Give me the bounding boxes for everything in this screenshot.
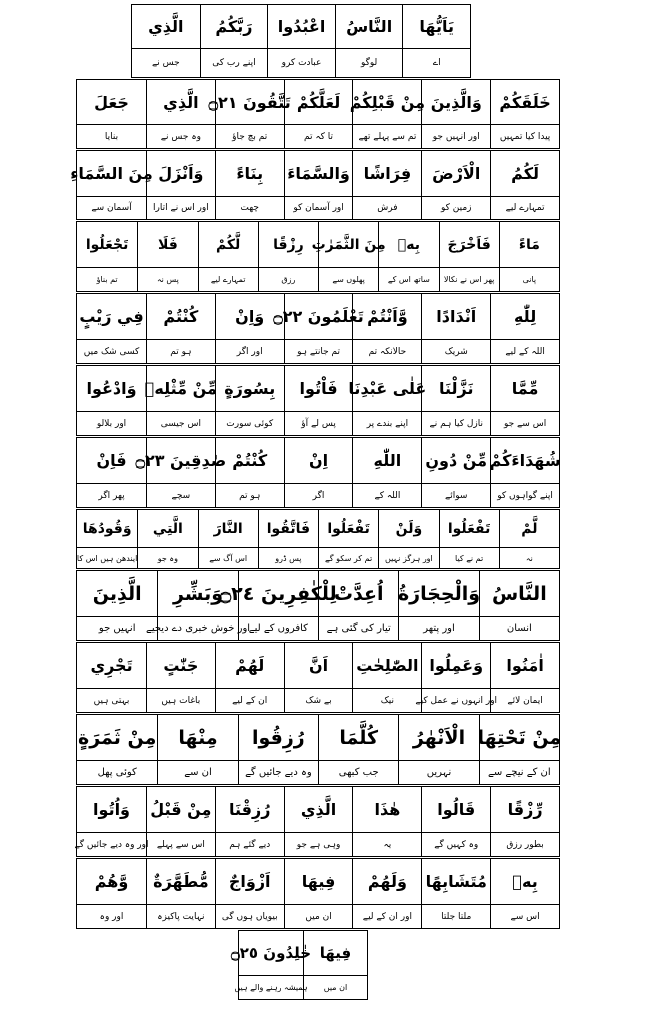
arabic-word: مِنْ تَحْتِهَا xyxy=(479,715,559,760)
urdu-meaning: کسی شک میں xyxy=(83,346,140,357)
verse-row-block xyxy=(76,221,560,292)
arabic-word: جَنّٰتٍ xyxy=(146,643,215,688)
arabic-word: وَعَمِلُوا xyxy=(421,643,490,688)
arabic-words-row xyxy=(132,5,470,49)
urdu-meaning: ساتھ اس کے xyxy=(378,268,438,291)
urdu-translation-row xyxy=(234,976,367,999)
urdu-meaning: پھر اس نے نکالا xyxy=(439,268,499,291)
arabic-word: بِنَاءً xyxy=(215,151,284,196)
arabic-word: خٰلِدُونَ ۝٢٥ xyxy=(230,944,312,962)
urdu-meaning: رزق xyxy=(258,268,318,291)
arabic-word: لَكُمُ xyxy=(490,151,559,196)
urdu-meaning: اور آسمان کو xyxy=(284,197,353,219)
arabic-word: رُزِقُوا xyxy=(238,715,318,760)
arabic-words-row xyxy=(77,787,559,833)
urdu-translation-row xyxy=(77,617,559,640)
arabic-word: وَقُودُهَا xyxy=(82,520,132,537)
arabic-word: فِي رَيْبٍ xyxy=(79,307,144,326)
urdu-meaning: ان کے نیچے سے xyxy=(479,761,559,784)
urdu-meaning: تیار کی گئی ہے xyxy=(318,617,398,640)
urdu-meaning: اور پتھر xyxy=(398,617,478,640)
urdu-meaning: چھت xyxy=(215,197,284,219)
urdu-translation-row xyxy=(77,268,559,291)
arabic-word: لِلْكٰفِرِينَ ۝٢٤ xyxy=(238,571,318,616)
arabic-word: صٰدِقِينَ ۝٢٣ xyxy=(146,438,215,483)
arabic-word: شُهَدَاءَكُمْ xyxy=(490,438,559,483)
arabic-words-row xyxy=(70,151,559,197)
arabic-word: لِلّٰهِ xyxy=(490,294,559,339)
arabic-word: لَّمْ xyxy=(499,510,559,547)
arabic-words-row xyxy=(77,366,559,412)
verse-row-block xyxy=(76,786,560,857)
arabic-word: بِهٖ xyxy=(490,859,559,904)
arabic-word: وَبَشِّرِ xyxy=(157,571,237,616)
arabic-word: وَاُتُوا xyxy=(93,800,130,819)
verse-row-block xyxy=(76,365,560,436)
arabic-word: لَعَلَّكُمْ xyxy=(284,80,353,124)
arabic-word: الَّذِي xyxy=(284,787,353,832)
urdu-meaning: دیے گئے ہم xyxy=(215,833,284,856)
arabic-word: مُتَشَابِهًا xyxy=(421,859,490,904)
urdu-meaning: نہریں xyxy=(398,761,478,784)
urdu-meaning: عبادت کرو xyxy=(267,49,335,77)
urdu-meaning: شریک xyxy=(421,340,490,363)
urdu-meaning: پس لے آؤ xyxy=(284,412,353,435)
arabic-words-row xyxy=(77,571,559,617)
urdu-meaning: کافروں کے لیے xyxy=(238,617,318,640)
urdu-meaning: لوگو xyxy=(335,49,403,77)
urdu-meaning: تم بچ جاؤ xyxy=(215,125,284,148)
verse-row-block xyxy=(76,714,560,785)
arabic-word: فِيهَا xyxy=(303,931,367,975)
urdu-meaning: بنایا xyxy=(104,131,119,142)
urdu-meaning: بہتی ہیں xyxy=(93,695,130,706)
urdu-meaning: تم بناؤ xyxy=(96,275,118,284)
arabic-word: اَنْدَادًا xyxy=(421,294,490,339)
arabic-word: تَعْلَمُونَ ۝٢٢ xyxy=(284,294,353,339)
verse-row-block xyxy=(76,437,560,508)
urdu-meaning: وہ دیے جائیں گے xyxy=(238,761,318,784)
arabic-word: الْاَرْضَ xyxy=(421,151,490,196)
urdu-translation-row xyxy=(77,761,559,784)
urdu-meaning: ہمیشہ رہنے والے ہیں xyxy=(234,983,308,992)
urdu-meaning: ان سے xyxy=(157,761,237,784)
arabic-word: الَّتِي xyxy=(137,510,197,547)
urdu-meaning: اور انہوں نے عمل کیے xyxy=(421,689,490,712)
urdu-meaning: ہو تم xyxy=(215,484,284,507)
urdu-meaning: نہایت پاکیزہ xyxy=(146,905,215,928)
arabic-word: وَاَنْزَلَ xyxy=(146,151,215,196)
arabic-word: تَتَّقُونَ ۝٢١ xyxy=(215,80,284,124)
arabic-words-row xyxy=(77,859,559,905)
urdu-meaning: حالانکہ تم xyxy=(352,340,421,363)
urdu-translation-row xyxy=(77,484,559,507)
arabic-word: مِّنْ دُونِ xyxy=(421,438,490,483)
urdu-meaning: اپنے گواہوں کو xyxy=(490,484,559,507)
urdu-translation-row xyxy=(74,833,559,856)
urdu-meaning: وہی ہے جو xyxy=(284,833,353,856)
urdu-meaning: اور وہ xyxy=(99,911,124,922)
urdu-meaning: تم کر سکو گے xyxy=(318,548,378,568)
verse-row-block xyxy=(76,293,560,364)
arabic-word: وَالسَّمَاءَ xyxy=(284,151,353,196)
urdu-meaning: زمین کو xyxy=(421,197,490,219)
arabic-word: خَلَقَكُمْ xyxy=(490,80,559,124)
arabic-word: بِهٖ xyxy=(378,222,438,267)
arabic-word: رُزِقْنَا xyxy=(215,787,284,832)
urdu-meaning: اے xyxy=(402,49,470,77)
arabic-word: تَفْعَلُوا xyxy=(318,510,378,547)
arabic-word: نَزَّلْنَا xyxy=(421,366,490,411)
urdu-meaning: اور بلالو xyxy=(96,418,127,429)
verse-row-block xyxy=(131,4,471,78)
arabic-word: اِنْ xyxy=(284,438,353,483)
urdu-meaning: اور خوش خبری دے دیجیے xyxy=(157,617,237,640)
arabic-word: هٰذَا xyxy=(352,787,421,832)
urdu-meaning: ان میں xyxy=(284,905,353,928)
urdu-meaning: کوئی سورت xyxy=(215,412,284,435)
arabic-word: فِرَاشًا xyxy=(352,151,421,196)
arabic-word: مِّنْ مِّثْلِهٖ xyxy=(146,366,215,411)
urdu-meaning: تم جانتے ہو xyxy=(284,340,353,363)
arabic-word: تَجْرِي xyxy=(90,656,133,675)
urdu-meaning: اللہ کے xyxy=(352,484,421,507)
urdu-meaning: اس سے جو xyxy=(490,412,559,435)
arabic-word: اللّٰهِ xyxy=(352,438,421,483)
arabic-word: مِنَ الثَّمَرٰتِ xyxy=(318,222,378,267)
arabic-word: اٰمَنُوا xyxy=(490,643,559,688)
arabic-word: الَّذِي xyxy=(148,17,184,36)
arabic-word: مِنْ ثَمَرَةٍ xyxy=(78,726,157,749)
arabic-word: فَاتَّقُوا xyxy=(258,510,318,547)
arabic-word: كُنْتُمْ xyxy=(146,294,215,339)
verse-row-block xyxy=(76,79,560,149)
arabic-words-row xyxy=(230,931,367,976)
urdu-meaning: سچے xyxy=(146,484,215,507)
arabic-word: فَاِنْ xyxy=(96,451,127,470)
urdu-meaning: تمہارے لیے xyxy=(490,197,559,219)
urdu-meaning: پیدا کیا تمہیں xyxy=(490,125,559,148)
urdu-meaning: ایندھن ہیں اس کا xyxy=(76,553,138,563)
arabic-word: يَاَيُّهَا xyxy=(402,5,470,48)
urdu-translation-row xyxy=(77,905,559,928)
urdu-translation-row xyxy=(77,197,559,219)
urdu-meaning: وہ جو xyxy=(137,548,197,568)
arabic-word: لَّكُمْ xyxy=(198,222,258,267)
verse-row-block xyxy=(76,642,560,713)
urdu-meaning: اگر xyxy=(284,484,353,507)
urdu-translation-row xyxy=(132,49,470,77)
verse-row-block xyxy=(76,509,560,569)
verse-row-block xyxy=(76,858,560,929)
arabic-word: مِنْ قَبْلِكُمْ xyxy=(352,80,421,124)
arabic-word: كُنْتُمْ xyxy=(215,438,284,483)
arabic-word: مُّطَهَّرَةٌ xyxy=(146,859,215,904)
arabic-word: وَادْعُوا xyxy=(86,379,137,398)
arabic-word: مِنْ قَبْلُ xyxy=(146,787,215,832)
urdu-meaning: ان میں xyxy=(303,976,367,999)
urdu-meaning: اس آگ سے xyxy=(198,548,258,568)
urdu-meaning: فرش xyxy=(352,197,421,219)
arabic-word: وَلَنْ xyxy=(378,510,438,547)
arabic-word: كُلَّمَا xyxy=(318,715,398,760)
arabic-words-row xyxy=(77,643,559,689)
arabic-words-row xyxy=(77,222,559,268)
urdu-meaning: اور اگر xyxy=(215,340,284,363)
urdu-meaning: پھر اگر xyxy=(98,490,125,501)
urdu-meaning: نیک xyxy=(352,689,421,712)
urdu-meaning: اپنے بندے پر xyxy=(352,412,421,435)
urdu-translation-row xyxy=(77,125,559,148)
verse-row-block xyxy=(76,570,560,641)
arabic-word: رَبَّكُمُ xyxy=(200,5,268,48)
arabic-word: النَّاسُ xyxy=(335,5,403,48)
urdu-meaning: تمہارے لیے xyxy=(198,268,258,291)
arabic-word: وَاِنْ xyxy=(215,294,284,339)
arabic-word: اُعِدَّتْ xyxy=(318,571,398,616)
urdu-meaning: کوئی پھل xyxy=(97,767,137,778)
urdu-meaning: یہ xyxy=(352,833,421,856)
urdu-meaning: جب کبھی xyxy=(318,761,398,784)
urdu-meaning: پانی xyxy=(499,268,559,291)
urdu-meaning: اس سے پہلے xyxy=(146,833,215,856)
urdu-meaning: جس نے xyxy=(151,58,180,68)
arabic-word: وَالْحِجَارَةُ xyxy=(398,571,478,616)
urdu-meaning: اپنے رب کی xyxy=(200,49,268,77)
urdu-meaning: انہیں جو xyxy=(98,623,136,634)
arabic-word: وَّاَنْتُمْ xyxy=(352,294,421,339)
arabic-words-row xyxy=(77,294,559,340)
arabic-words-row xyxy=(77,715,562,761)
urdu-meaning: باغات ہیں xyxy=(146,689,215,712)
arabic-word: عَلٰى عَبْدِنَا xyxy=(352,366,421,411)
arabic-word: الَّذِينَ xyxy=(92,582,142,605)
arabic-word: مِنَ السَّمَاءِ xyxy=(70,164,153,183)
urdu-meaning: اور وہ دیے جائیں گے xyxy=(74,839,149,850)
arabic-word: مِّمَّا xyxy=(490,366,559,411)
arabic-word: رِزْقًا xyxy=(258,222,318,267)
arabic-word: بِسُورَةٍ xyxy=(215,366,284,411)
arabic-word: وَلَهُمْ xyxy=(352,859,421,904)
arabic-word: النَّاسُ xyxy=(479,571,559,616)
urdu-meaning: سوائے xyxy=(421,484,490,507)
urdu-meaning: بے شک xyxy=(284,689,353,712)
urdu-meaning: اور اس نے اتارا xyxy=(146,197,215,219)
urdu-translation-row xyxy=(77,340,559,363)
arabic-word: فَاَخْرَجَ xyxy=(439,222,499,267)
arabic-word: اَزْوَاجٌ xyxy=(215,859,284,904)
verse-row-block xyxy=(70,150,560,220)
arabic-word: جَعَلَ xyxy=(94,92,129,112)
urdu-meaning: ہو تم xyxy=(146,340,215,363)
urdu-translation-row xyxy=(77,412,559,435)
urdu-meaning: بیویاں ہوں گی xyxy=(215,905,284,928)
urdu-meaning: پس ڈرو xyxy=(258,548,318,568)
urdu-translation-row xyxy=(77,689,559,712)
arabic-words-row xyxy=(77,510,559,548)
arabic-word: الصّٰلِحٰتِ xyxy=(352,643,421,688)
urdu-meaning: نہ xyxy=(499,548,559,568)
urdu-meaning: وہ کہیں گے xyxy=(421,833,490,856)
verse-row-block xyxy=(230,930,368,1000)
urdu-meaning: پس نہ xyxy=(137,268,197,291)
arabic-word: الْاَنْهٰرُ xyxy=(398,715,478,760)
arabic-word: وَالَّذِينَ xyxy=(421,80,490,124)
arabic-word: فِيهَا xyxy=(284,859,353,904)
arabic-word: مَاءً xyxy=(499,222,559,267)
arabic-word: فَلَا xyxy=(137,222,197,267)
arabic-word: وَّهُمْ xyxy=(94,872,129,891)
urdu-meaning: تا کہ تم xyxy=(284,125,353,148)
urdu-meaning: ان کے لیے xyxy=(215,689,284,712)
arabic-word: النَّارَ xyxy=(198,510,258,547)
urdu-meaning: اللہ کے لیے xyxy=(490,340,559,363)
arabic-word: تَجْعَلُوا xyxy=(85,236,129,253)
urdu-meaning: انسان xyxy=(479,617,559,640)
urdu-meaning: ایمان لائے xyxy=(490,689,559,712)
arabic-word: اَنَّ xyxy=(284,643,353,688)
arabic-word: اعْبُدُوا xyxy=(267,5,335,48)
urdu-meaning: وہ جس نے xyxy=(146,125,215,148)
urdu-meaning: اس سے xyxy=(490,905,559,928)
urdu-meaning: اور ان کے لیے xyxy=(352,905,421,928)
urdu-meaning: آسمان سے xyxy=(91,203,132,213)
urdu-meaning: پھلوں سے xyxy=(318,268,378,291)
arabic-word: تَفْعَلُوا xyxy=(439,510,499,547)
arabic-word: فَاْتُوا xyxy=(284,366,353,411)
arabic-words-row xyxy=(77,80,559,125)
urdu-meaning: اس جیسی xyxy=(146,412,215,435)
urdu-meaning: اور انہیں جو xyxy=(421,125,490,148)
arabic-word: مِنْهَا xyxy=(157,715,237,760)
urdu-meaning: بطور رزق xyxy=(490,833,559,856)
arabic-word: رِّزْقًا xyxy=(490,787,559,832)
urdu-meaning: نازل کیا ہم نے xyxy=(421,412,490,435)
arabic-word: لَهُمْ xyxy=(215,643,284,688)
arabic-word: قَالُوا xyxy=(421,787,490,832)
arabic-words-row xyxy=(77,438,559,484)
urdu-meaning: تم نے کیا xyxy=(439,548,499,568)
arabic-word: الَّذِي xyxy=(146,80,215,124)
urdu-translation-row xyxy=(77,548,559,568)
urdu-meaning: تم سے پہلے تھے xyxy=(352,125,421,148)
urdu-meaning: ملتا جلتا xyxy=(421,905,490,928)
urdu-meaning: اور ہرگز نہیں xyxy=(378,548,438,568)
